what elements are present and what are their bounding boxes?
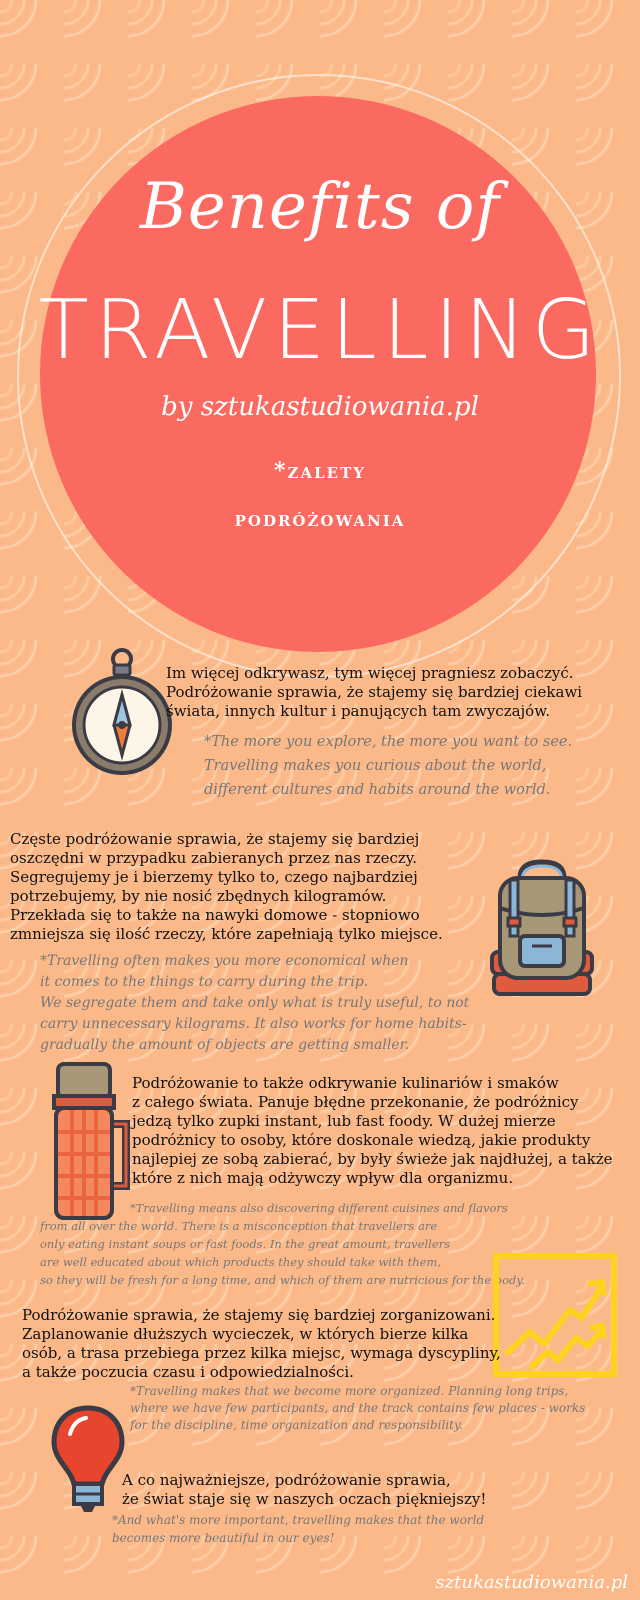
text-line: so they will be fresh for a long time, and which of them are nutricious for the body. [40, 1273, 525, 1287]
section-3-pl [132, 1074, 613, 1188]
text-line: Travelling makes you curious about the world, [204, 758, 547, 774]
text-line: different cultures and habits around the world. [204, 782, 551, 798]
text-line: zmniejsza się ilość rzeczy, które zapełniają tylko miejsce. [10, 925, 443, 943]
subtitle-line-1: *zalety [274, 458, 366, 484]
text-line: Podróżowanie to także odkrywanie kulinariów i smaków [132, 1074, 559, 1092]
text-line: gradually the amount of objects are getting smaller. [40, 1037, 410, 1053]
text-line: where we have few participants, and the track contains few places - works [130, 1401, 586, 1415]
text-line: Podróżowanie sprawia, że stajemy się bardziej ciekawi [166, 683, 583, 701]
compass-icon [70, 645, 170, 777]
thermos-icon [52, 1062, 132, 1222]
text-line: for the discipline, time organization and responsibility. [130, 1418, 463, 1432]
text-line: Częste podróżowanie sprawia, że stajemy się bardziej [10, 830, 420, 848]
text-line: jedzą tylko zupki instant, lub fast foody. W dużej mierze [132, 1112, 556, 1130]
text-line: it comes to the things to carry during the trip. [40, 974, 369, 990]
subtitle-line-2: podróżowania [234, 506, 406, 532]
text-line: are well educated about which products they should take with them, [40, 1255, 442, 1269]
text-line: becomes more beautiful in our eyes! [112, 1531, 335, 1545]
section-2-en [40, 951, 469, 1056]
text-line: Im więcej odkrywasz, tym więcej pragniesz zobaczyć. [166, 664, 574, 682]
byline: by sztukastudiowania.pl [161, 392, 479, 422]
text-line: świata, innych kultur i panujących tam zwyczajów. [166, 702, 551, 720]
text-line: *Travelling often makes you more economical when [40, 953, 409, 969]
text-line: osób, a trasa przebiega przez kilka miejsc, wymaga dyscypliny, [22, 1344, 501, 1362]
section-2-pl [10, 830, 443, 944]
text-line: z całego świata. Panuje błędne przekonanie, że podróżnicy [132, 1093, 579, 1111]
section-3-en [40, 1199, 525, 1289]
text-line: Segregujemy je i bierzemy tylko to, czego najbardziej [10, 868, 418, 886]
text-line: potrzebujemy, by nie nosić zbędnych kilogramów. [10, 887, 387, 905]
text-line: oszczędni w przypadku zabieranych przez nas rzeczy. [10, 849, 418, 867]
lightbulb-icon [50, 1404, 126, 1516]
backpack-icon [486, 858, 598, 1002]
text-line: *The more you explore, the more you want to see. [204, 734, 573, 750]
section-1-en [204, 730, 572, 802]
text-line: *And what's more important, travelling makes that the world [112, 1513, 485, 1527]
text-line: A co najważniejsze, podróżowanie sprawia, [122, 1471, 451, 1489]
title-main: TRAVELLING [38, 283, 602, 378]
section-1-pl [166, 664, 582, 721]
text-line: a także poczucia czasu i odpowiedzialności. [22, 1363, 354, 1381]
text-line: *Travelling means also discovering different cuisines and flavors [130, 1201, 508, 1215]
section-5-pl [122, 1471, 486, 1509]
text-line: najlepiej ze sobą zabierać, by były świeże jak najdłużej, a także [132, 1150, 613, 1168]
text-line: Przekłada się to także na nawyki domowe - stopniowo [10, 906, 420, 924]
title-script: Benefits of [139, 170, 501, 244]
text-line: carry unnecessary kilograms. It also works for home habits- [40, 1016, 467, 1032]
text-line: We segregate them and take only what is truly useful, to not [40, 995, 470, 1011]
footer-signature: sztukastudiowania.pl [435, 1572, 628, 1593]
text-line: only eating instant soups or fast foods. In the great amount, travellers [40, 1237, 451, 1251]
growth-chart-icon [492, 1252, 618, 1378]
text-line: Podróżowanie sprawia, że stajemy się bardziej zorganizowani. [22, 1306, 496, 1324]
section-4-en [130, 1383, 585, 1434]
text-line: *Travelling makes that we become more organized. Planning long trips, [130, 1384, 569, 1398]
text-line: które z nich mają odżywczy wpływ dla organizmu. [132, 1169, 514, 1187]
text-line: że świat staje się w naszych oczach piękniejszy! [122, 1490, 487, 1508]
text-line: from all over the world. There is a misconception that travellers are [40, 1219, 438, 1233]
text-line: Zaplanowanie dłuższych wycieczek, w których bierze kilka [22, 1325, 469, 1343]
section-5-en [112, 1511, 484, 1547]
text-line: podróżnicy to osoby, które doskonale wiedzą, jakie produkty [132, 1131, 591, 1149]
section-4-pl [22, 1306, 501, 1382]
